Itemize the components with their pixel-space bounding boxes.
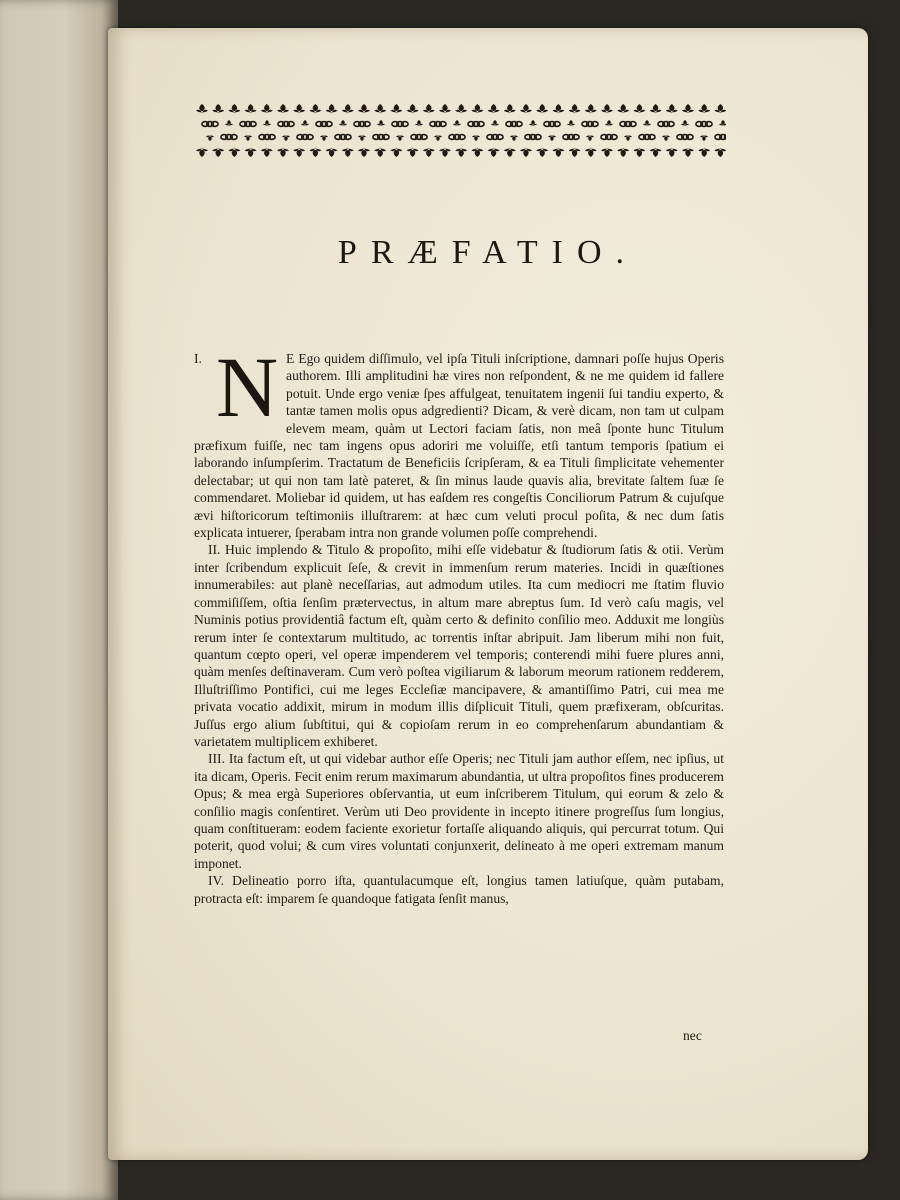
section-2	[194, 541, 724, 750]
section-number: IV.	[208, 873, 224, 889]
facing-page-edge	[0, 0, 118, 1200]
section-text: Ita factum eſt, ut qui videbar author eſſe Operis; nec Tituli jam author eſſem, nec ipſius, ut ita dicam, Operis. Fecit enim rerum maximarum abundantia, ut ultra propoſitos fines producerem Opus; & mea ergà Superiores obſervantia, ut eum inſcriberem Titulum, qui eorum & zelo & conſilio magis conſentiret. Verùm uti Deo providente in incepto itinere progreſſus ſum longius, quam conſtitueram: eodem faciente exorietur fortaſſe aliquando aliquis, qui percurrat totum. Qui poterit, quod volui; & cum vires voluntati conjunxerit, delineato à me operi extremam manum imponet.	[194, 751, 724, 871]
fleuron-band-icon	[196, 102, 726, 158]
ornamental-header-band	[196, 102, 726, 158]
section-text: Huic implendo & Titulo & propoſito, mihi eſſe videbatur & ſtudiorum ſatis & otii. Verùm inter ſcribendum explicuit ſeſe, & crevit in immenſum rerum materies. Incidi in quæſtiones innumerabiles: aut planè neceſſarias, aut admodum utiles. Ita cum mediocri me ſtatim fluvio commiſiſſem, oſtia ſenſim prætervectus, in altum mare abreptus ſum. Id verò caſu magis, vel Numinis potius providentiâ factum eſt, quàm certo & definito conſilio meo. Adduxit me longiùs rerum inter ſe contextarum multitudo, ac torrentis inſtar abripuit. Jam liberum mihi non fuit, quantum cœpto operi, vel operæ impenderem vel temporis; conterendi mihi fuere plures anni, quàm menſes deſtinaveram. Cum verò poſtea vigiliarum & laborum meorum rationem redderem, Illuſtriſſimo Pontifici, cui me leges Eccleſiæ mancipavere, & amantiſſimo Patri, cui mea me privata vocatio addixit, mirum in modum illis diſplicuit Tituli, quem præfixeram, obſcuritas. Juſſus ergo alium ſubſtitui, qui & copioſam rerum in eo comprehenſarum abundantiam & varietatem multiplicem exhiberet.	[194, 542, 725, 749]
section-text: Delineatio porro iſta, quantulacumque eſt, longius tamen latiuſque, quàm putabam, protracta eſt: imparem ſe quandoque fatigata ſenſit manus,	[194, 873, 724, 906]
catchword: nec	[683, 1028, 702, 1043]
body-text	[194, 339, 725, 907]
section-3	[194, 750, 724, 872]
drop-capital: N	[215, 339, 279, 435]
section-number: I.	[194, 351, 202, 366]
page-title: PRÆFATIO.	[337, 234, 639, 271]
section-text: E Ego quidem diſſimulo, vel ipſa Tituli inſcriptione, damnari poſſe hujus Operis authorem. Illi amplitudini hæ vires non reſpondent, & ne me quidem id fallere potuit. Unde ergo veniæ ſpes affulgeat, tenuitatem ingenii ſui tandiu experto, & tantæ tamen molis opus adgredienti? Dicam, & verè dicam, non tam ut culpam elevem meam, quàm ut Lectori faciam ſatis, non meâ ſponte hunc Titulum præfixum fuiſſe, nec tam ingens opus adoriri me voluiſſe, etſi tantum temporis ſpatium ei laborando inſumpſerim. Tractatum de Beneficiis ſcripſeram, & ea Tituli ſimplicitate vehementer delectabar; ut qui non tam latè pateret, & ſin minus laude quavis alia, brevitate ſaltem ſuæ ſe commendaret. Moliebar id quidem, ut has eaſdem res congeſtis Conciliorum Patrum & cujuſque ævi hiſtoricorum teſtimoniis illuſtrarem: at hæc cum veluti procul poſita, & nec dum ſatis explicata intuerer, ſperabam intra non grande volumen poſſe comprehendi.	[194, 351, 724, 541]
section-1	[194, 339, 724, 541]
section-4	[194, 872, 724, 907]
section-number: III.	[208, 751, 225, 767]
section-number: II.	[208, 542, 221, 558]
book-page	[108, 28, 868, 1160]
